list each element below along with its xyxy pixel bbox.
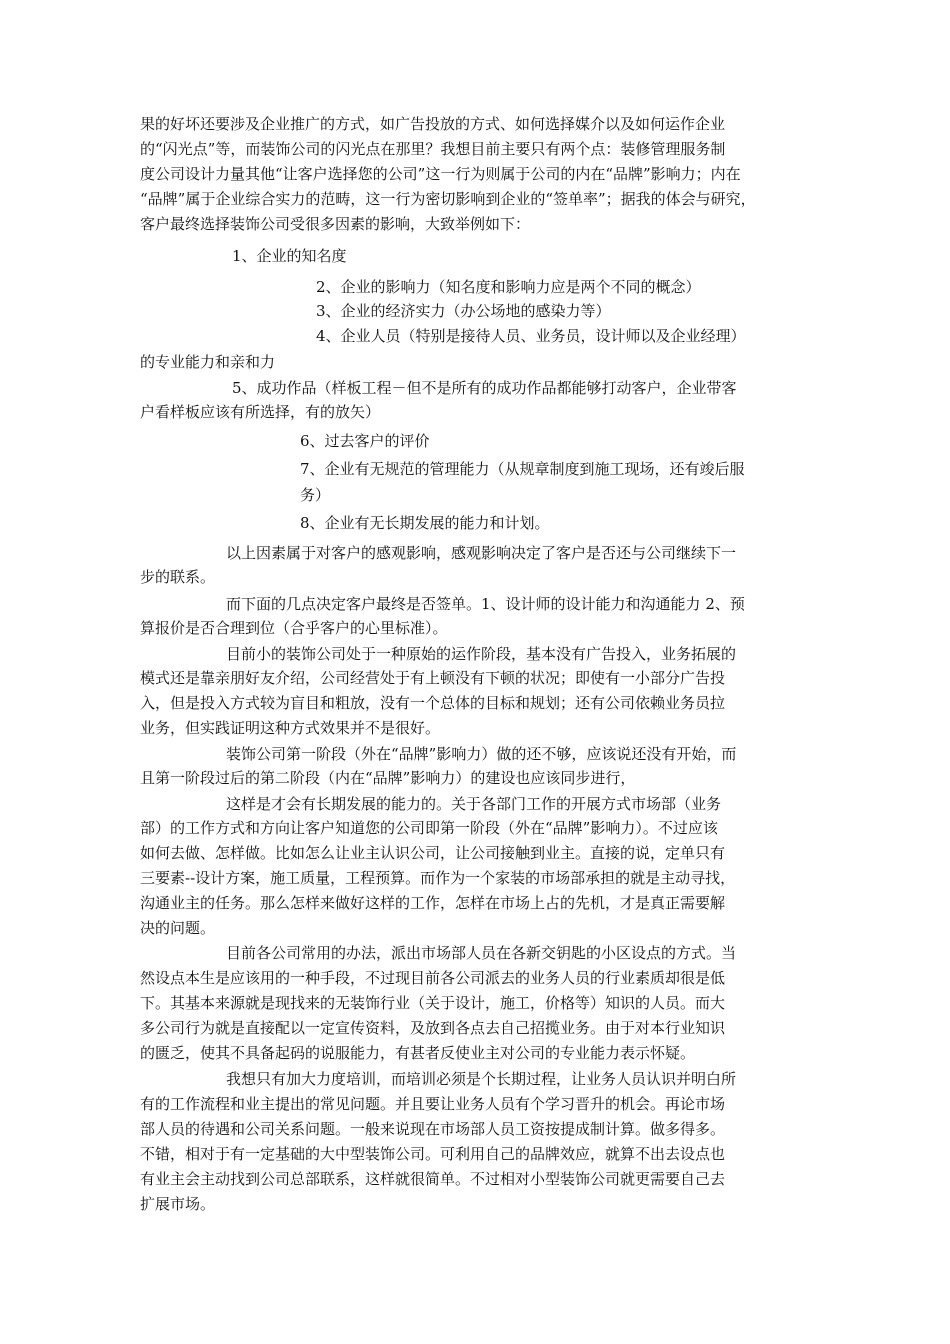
paragraph-line: 部人员的待遇和公司关系问题。一般来说现在市场部人员工资按提成制计算。做多得多。 xyxy=(140,1120,726,1138)
paragraph-line: 入，但是投入方式较为盲目和粗放，没有一个总体的目标和规划；还有公司依赖业务员拉 xyxy=(140,694,726,712)
paragraph-line: 沟通业主的任务。那么怎样来做好这样的工作，怎样在市场上占的先机，才是真正需要解 xyxy=(140,894,726,912)
paragraph-line: 有业主会主动找到公司总部联系，这样就很简单。不过相对小型装饰公司就更需要自己去 xyxy=(140,1170,726,1188)
text-line: 果的好坏还要涉及企业推广的方式，如广告投放的方式、如何选择媒介以及如何运作企业 xyxy=(140,115,726,133)
text-line: 的专业能力和亲和力 xyxy=(140,353,276,371)
paragraph-line: 有的工作流程和业主提出的常见问题。并且要让业务人员有个学习晋升的机会。再论市场 xyxy=(140,1095,726,1113)
paragraph-line: 不错，相对于有一定基础的大中型装饰公司。可利用自己的品牌效应，就算不出去设点也 xyxy=(140,1145,726,1163)
list-item: 4、企业人员（特别是接待人员、业务员，设计师以及企业经理） xyxy=(316,327,746,345)
list-item: 6、过去客户的评价 xyxy=(300,432,430,450)
paragraph-line: 步的联系。 xyxy=(140,568,216,586)
text-line: 的“闪光点”等，而装饰公司的闪光点在那里？我想目前主要只有两个点：装修管理服务制 xyxy=(140,140,726,158)
list-item: 8、企业有无长期发展的能力和计划。 xyxy=(300,514,550,532)
paragraph-line: 三要素--设计方案，施工质量，工程预算。而作为一个家装的市场部承担的就是主动寻找， xyxy=(140,869,736,887)
paragraph-line: 且第一阶段过后的第二阶段（内在“品牌”影响力）的建设也应该同步进行， xyxy=(140,769,636,787)
paragraph-line: 多公司行为就是直接配以一定宣传资料，及放到各点去自己招揽业务。由于对本行业知识 xyxy=(140,1019,726,1037)
text-line: 度公司设计力量其他“让客户选择您的公司”这一行为则属于公司的内在“品牌”影响力；内在 xyxy=(140,165,741,183)
paragraph-line: 业务，但实践证明这种方式效果并不是很好。 xyxy=(140,719,441,737)
paragraph-line: 这样是才会有长期发展的能力的。关于各部门工作的开展方式市场部（业务 xyxy=(226,795,722,813)
paragraph-line: 以上因素属于对客户的感观影响，感观影响决定了客户是否还与公司继续下一 xyxy=(226,544,737,562)
paragraph-line: 而下面的几点决定客户最终是否签单。1、设计师的设计能力和沟通能力 2、预 xyxy=(226,595,745,613)
list-item: 1、企业的知名度 xyxy=(232,247,347,265)
paragraph-line: 目前各公司常用的办法，派出市场部人员在各新交钥匙的小区设点的方式。当 xyxy=(226,944,737,962)
list-item: 5、成功作品（样板工程－但不是所有的成功作品都能够打动客户，企业带客 xyxy=(232,379,737,397)
paragraph-line: 目前小的装饰公司处于一种原始的运作阶段，基本没有广告投入，业务拓展的 xyxy=(226,645,737,663)
paragraph-line: 下。其基本来源就是现找来的无装饰行业（关于设计，施工，价格等）知识的人员。而大 xyxy=(140,994,726,1012)
paragraph-line: 的匮乏，使其不具备起码的说服能力，有甚者反使业主对公司的专业能力表示怀疑。 xyxy=(140,1044,696,1062)
paragraph-line: 如何去做、怎样做。比如怎么让业主认识公司，让公司接触到业主。直接的说，定单只有 xyxy=(140,844,726,862)
text-line: 客户最终选择装饰公司受很多因素的影响，大致举例如下： xyxy=(140,215,531,233)
paragraph-line: 决的问题。 xyxy=(140,919,216,937)
text-line: 户看样板应该有所选择，有的放矢） xyxy=(140,403,381,421)
paragraph-line: 扩展市场。 xyxy=(140,1195,216,1213)
list-item: 3、企业的经济实力（办公场地的感染力等） xyxy=(316,302,611,320)
paragraph-line: 我想只有加大力度培训，而培训必须是个长期过程，让业务人员认识并明白所 xyxy=(226,1070,737,1088)
paragraph-line: 然设点本生是应该用的一种手段，不过现目前各公司派去的业务人员的行业素质却很是低 xyxy=(140,969,726,987)
paragraph-line: 装饰公司第一阶段（外在“品牌”影响力）做的还不够，应该说还没有开始，而 xyxy=(226,745,737,763)
list-item: 2、企业的影响力（知名度和影响力应是两个不同的概念） xyxy=(316,278,701,296)
list-item: 7、企业有无规范的管理能力（从规章制度到施工现场，还有竣后服 xyxy=(300,460,745,478)
text-line: 务） xyxy=(300,486,331,504)
paragraph-line: 模式还是靠亲朋好友介绍，公司经营处于有上顿没有下顿的状况；即使有一小部分广告投 xyxy=(140,669,726,687)
paragraph-line: 算报价是否合理到位（合乎客户的心里标准）。 xyxy=(140,619,448,637)
paragraph-line: 部）的工作方式和方向让客户知道您的公司即第一阶段（外在“品牌”影响力）。不过应该 xyxy=(140,819,718,837)
text-line: “品牌”属于企业综合实力的范畴，这一行为密切影响到企业的“签单率”；据我的体会与研究， xyxy=(140,190,756,208)
